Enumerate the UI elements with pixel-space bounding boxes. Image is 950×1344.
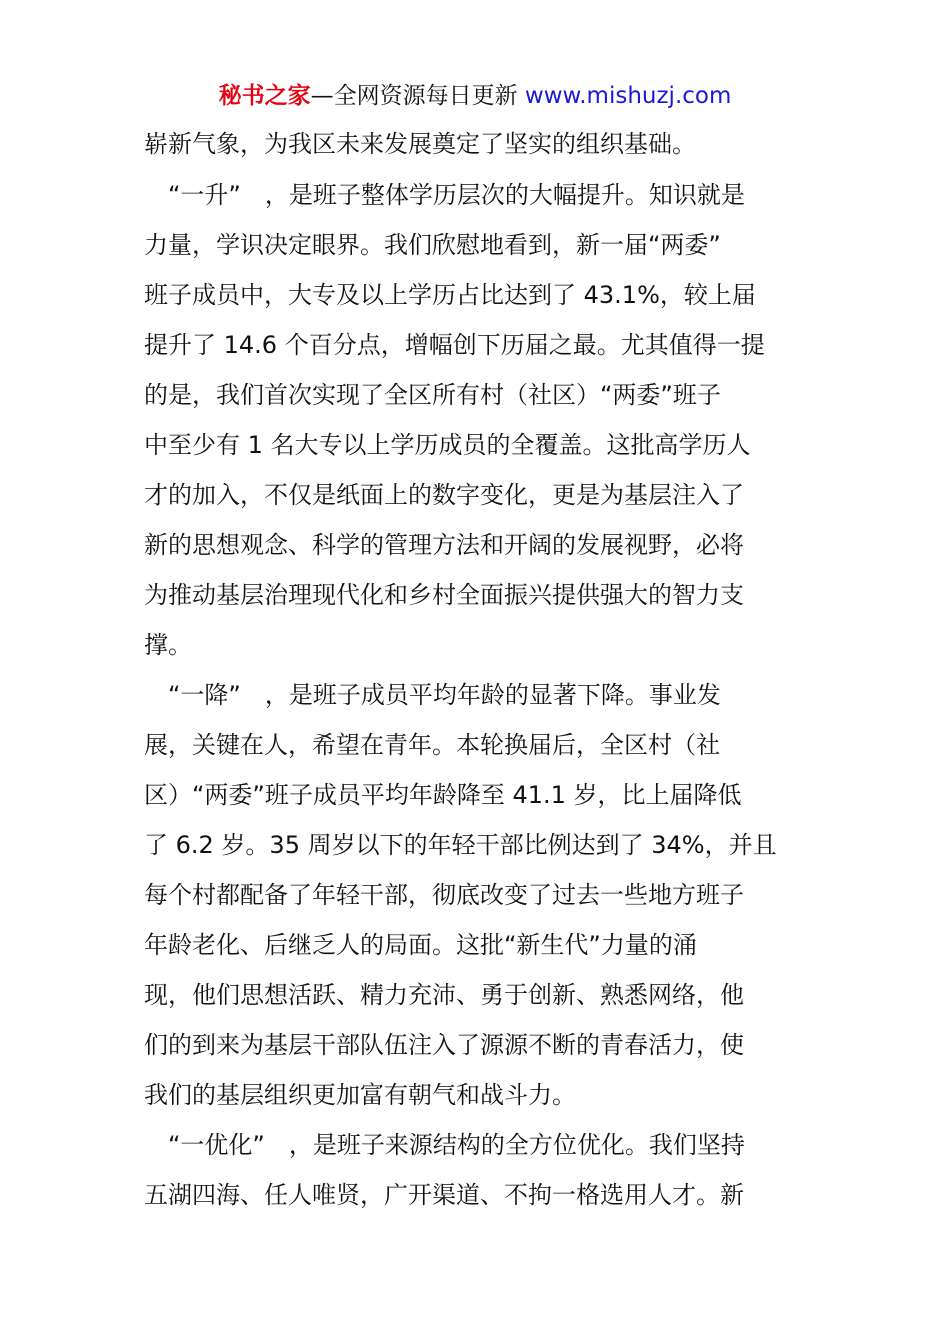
site-tagline: —全网资源每日更新 xyxy=(310,83,518,109)
text-line: “一优化” ，是班子来源结构的全方位优化。我们坚持 xyxy=(144,1131,745,1159)
text-line: 年龄老化、后继乏人的局面。这批“新生代”力量的涌 xyxy=(144,931,697,959)
text-line: 撑。 xyxy=(144,631,192,659)
text-line: 班子成员中，大专及以上学历占比达到了 43.1%，较上届 xyxy=(144,281,756,309)
site-brand: 秘书之家 xyxy=(218,83,311,109)
text-line: 崭新气象，为我区未来发展奠定了坚实的组织基础。 xyxy=(144,130,696,158)
text-line: “一升” ，是班子整体学历层次的大幅提升。知识就是 xyxy=(144,181,745,209)
text-line: 了 6.2 岁。35 周岁以下的年轻干部比例达到了 34%，并且 xyxy=(144,831,777,859)
text-line: 中至少有 1 名大专以上学历成员的全覆盖。这批高学历人 xyxy=(144,431,751,459)
text-line: 的是，我们首次实现了全区所有村（社区）“两委”班子 xyxy=(144,381,721,409)
text-line: 才的加入，不仅是纸面上的数字变化，更是为基层注入了 xyxy=(144,481,744,509)
text-line: 们的到来为基层干部队伍注入了源源不断的青春活力，使 xyxy=(144,1031,744,1059)
site-header xyxy=(0,78,950,114)
text-line: 区）“两委”班子成员平均年龄降至 41.1 岁，比上届降低 xyxy=(144,781,742,809)
text-line: 每个村都配备了年轻干部，彻底改变了过去一些地方班子 xyxy=(144,881,744,909)
text-line: 五湖四海、任人唯贤，广开渠道、不拘一格选用人才。新 xyxy=(144,1181,744,1209)
text-line: 现，他们思想活跃、精力充沛、勇于创新、熟悉网络，他 xyxy=(144,981,744,1009)
text-line: 展，关键在人，希望在青年。本轮换届后，全区村（社 xyxy=(144,731,720,759)
text-line: 提升了 14.6 个百分点，增幅创下历届之最。尤其值得一提 xyxy=(144,331,765,359)
text-line: 力量，学识决定眼界。我们欣慰地看到，新一届“两委” xyxy=(144,231,721,259)
text-line: 我们的基层组织更加富有朝气和战斗力。 xyxy=(144,1081,576,1109)
text-line: 新的思想观念、科学的管理方法和开阔的发展视野，必将 xyxy=(144,531,744,559)
text-line: 为推动基层治理现代化和乡村全面振兴提供强大的智力支 xyxy=(144,581,744,609)
site-url-link[interactable]: www.mishuzj.com xyxy=(524,83,732,109)
text-line: “一降” ，是班子成员平均年龄的显著下降。事业发 xyxy=(144,681,721,709)
